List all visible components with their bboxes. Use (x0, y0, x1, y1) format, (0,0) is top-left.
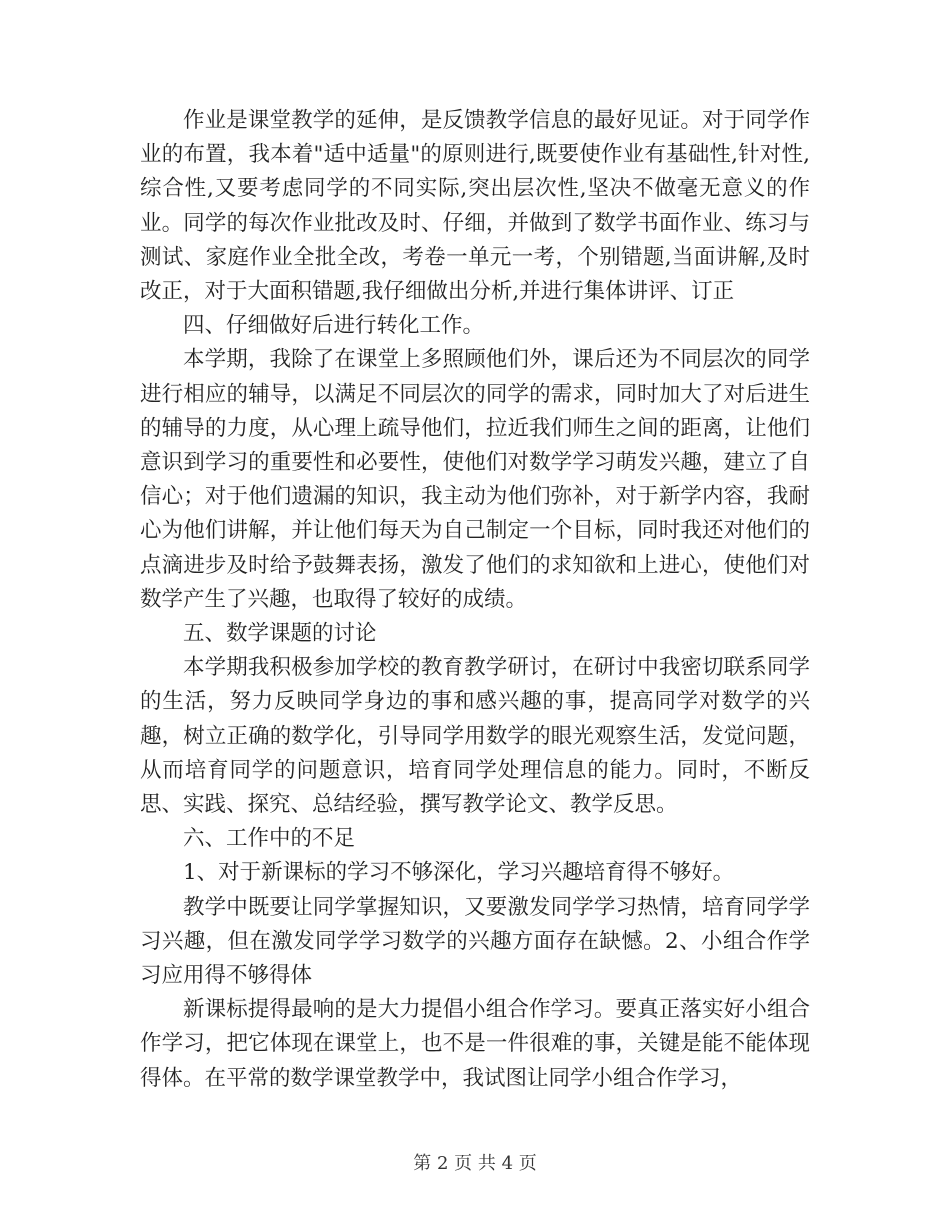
paragraph-shortcoming-one: 1、对于新课标的学习不够深化，学习兴趣培育得不够好。 (183, 860, 735, 886)
paragraph-tutoring: 本学期，我除了在课堂上多照顾他们外，课后还为不同层次的同学进行相应的辅导，以满足不同层次的同学的需求，同时加大了对后进生的辅导的力度，从心理上疏导他们，拉近我们师生之间的距离，让他们意识到学习的重要性和必要性，使他们对数学学习萌发兴趣，建立了自信心；对于他们遗漏的知识，我主动为他们弥补，对于新学内容，我耐心为他们讲解，并让他们每天为自己制定一个目标，同时我还对他们的点滴进步及时给予鼓舞表扬，激发了他们的求知欲和上进心，使他们对数学产生了兴趣，也取得了较好的成绩。 (140, 347, 810, 612)
paragraph-research: 本学期我积极参加学校的教育教学研讨，在研讨中我密切联系同学的生活，努力反映同学身边的事和感兴趣的事，提高同学对数学的兴趣，树立正确的数学化，引导同学用数学的眼光观察生活，发觉问题，从而培育同学的问题意识，培育同学处理信息的能力。同时，不断反思、实践、探究、总结经验，撰写教学论文、教学反思。 (140, 655, 810, 818)
paragraph-group-learning: 新课标提得最响的是大力提倡小组合作学习。要真正落实好小组合作学习，把它体现在课堂上，也不是一件很难的事，关键是能不能体现得体。在平常的数学课堂教学中，我试图让同学小组合作学习， (140, 997, 810, 1091)
page-number-footer: 第 2 页 共 4 页 (413, 1153, 537, 1174)
heading-section-four: 四、仔细做好后进行转化工作。 (183, 313, 485, 339)
paragraph-homework: 作业是课堂教学的延伸，是反馈教学信息的最好见证。对于同学作业的布置，我本着"适中适量"的原则进行,既要使作业有基础性,针对性,综合性,又要考虑同学的不同实际,突出层次性,坚决不做毫无意义的作业。同学的每次作业批改及时、仔细，并做到了数学书面作业、练习与测试、家庭作业全批全改，考卷一单元一考，个别错题,当面讲解,及时改正，对于大面积错题,我仔细做出分析,并进行集体讲评、订正 (140, 108, 810, 305)
paragraph-shortcoming-detail: 教学中既要让同学掌握知识，又要激发同学学习热情，培育同学学习兴趣，但在激发同学学习数学的兴趣方面存在缺憾。2、小组合作学习应用得不够得体 (140, 894, 810, 989)
document-body (140, 104, 810, 1096)
heading-section-six: 六、工作中的不足 (183, 826, 356, 852)
heading-section-five: 五、数学课题的讨论 (183, 621, 377, 647)
